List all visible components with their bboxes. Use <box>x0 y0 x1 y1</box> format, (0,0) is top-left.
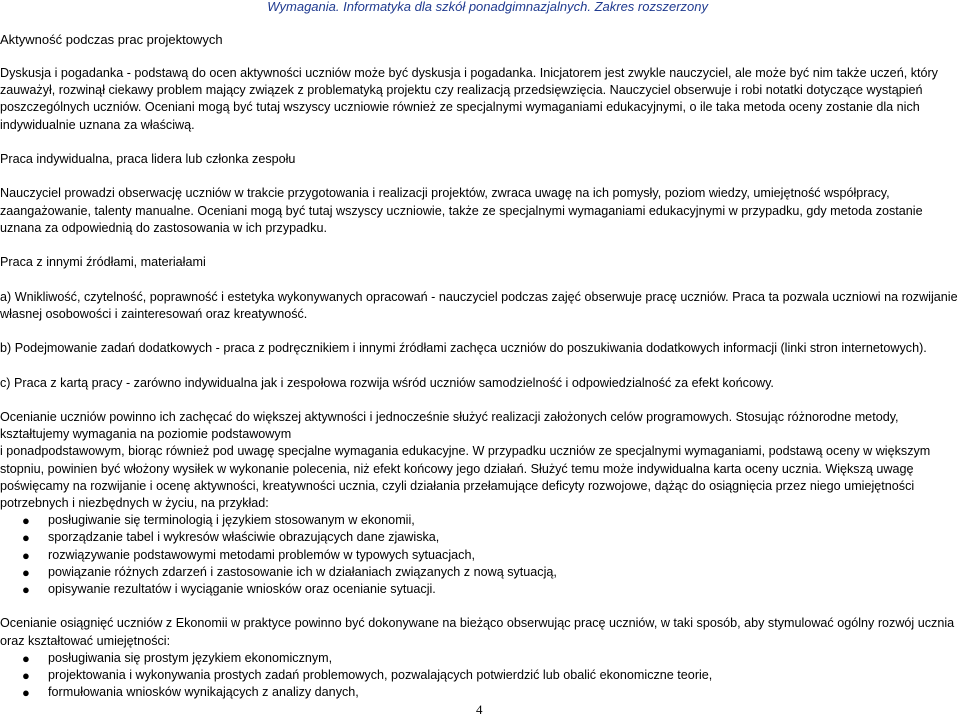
paragraph-gap <box>0 323 958 340</box>
paragraph-assessment-line1: Ocenianie uczniów powinno ich zachęcać do większej aktywności i jednocześnie służyć realizacji założonych celów programowych. Stosując różnorodne metody, kształtujemy wymagania na poziomie podstawowym <box>0 409 899 442</box>
list-item <box>0 684 958 701</box>
list-item-text: projektowania i wykonywania prostych zadań problemowych, pozwalających potwierdzić lub obalić ekonomiczne teorie, <box>48 667 713 682</box>
paragraph-gap <box>0 598 958 615</box>
list-item-text: powiązanie różnych zdarzeń i zastosowanie ich w działaniach związanych z nową sytuacją, <box>48 564 557 579</box>
document-body <box>0 65 958 701</box>
bullet-icon: ● <box>22 581 30 597</box>
paragraph-gap <box>0 392 958 409</box>
paragraph-economics-assessment: Ocenianie osiągnięć uczniów z Ekonomii w praktyce powinno być dokonywane na bieżąco obserwując pracę uczniów, w taki sposób, aby stymulować ogólny rozwój ucznia oraz kształtować umiejętności: <box>0 616 955 648</box>
subheading-individual-work: Praca indywidualna, praca lidera lub członka zespołu <box>0 152 296 166</box>
list-item-text: posługiwania się prostym językiem ekonomicznym, <box>48 650 333 665</box>
bullet-icon: ● <box>22 685 30 701</box>
list-item <box>0 564 958 581</box>
paragraph-item-a: a) Wnikliwość, czytelność, poprawność i estetyka wykonywanych opracowań - nauczyciel podczas zajęć obserwuje pracę uczniów. Praca ta pozwala uczniowi na rozwijanie własnej osobowości i zainteresowań oraz kreatywność. <box>0 289 958 321</box>
list-item-text: formułowania wniosków wynikających z analizy danych, <box>48 685 359 700</box>
paragraph-gap <box>0 271 958 288</box>
list-item-text: posługiwanie się terminologią i językiem stosowanym w ekonomii, <box>48 513 415 528</box>
list-item <box>0 581 958 598</box>
paragraph-item-b: b) Podejmowanie zadań dodatkowych - praca z podręcznikiem i innymi źródłami zachęca uczniów do poszukiwania dodatkowych informacji (linki stron internetowych). <box>0 341 927 356</box>
bullet-icon: ● <box>22 513 30 529</box>
list-item-text: sporządzanie tabel i wykresów właściwie obrazujących dane zjawiska, <box>48 530 440 545</box>
paragraph-assessment-line2: i ponadpodstawowym, biorąc również pod uwagę specjalne wymagania edukacyjne. W przypadku uczniów ze specjalnymi wymaganiami, podstawą oceny w większym stopniu, powinien być włożony wysiłek w wykonanie polecenia, niż efekt końcowy jego działań. Służyć temu może indywidualna karta oceny ucznia. Większą uwagę poświęcamy na rozwijanie i ocenę aktywności, kreatywności ucznia, czyli działania przełamujące deficyty rozwojowe, dążąc do osiągnięcia przez niego umiejętności potrzebnych i niezbędnych w życiu, na przykład: <box>0 444 931 510</box>
subheading-other-sources: Praca z innymi źródłami, materiałami <box>0 255 206 270</box>
paragraph-gap <box>0 134 958 151</box>
paragraph-item-c: c) Praca z kartą pracy - zarówno indywidualna jak i zespołowa rozwija wśród uczniów samodzielność i odpowiedzialność za efekt końcowy. <box>0 375 774 390</box>
list-item <box>0 529 958 546</box>
paragraph-observation: Nauczyciel prowadzi obserwację uczniów w trakcie przygotowania i realizacji projektów, zwraca uwagę na ich pomysły, poziom wiedzy, umiejętność współpracy, zaangażowanie, talenty manualne. Oceniani mogą być tutaj wszyscy uczniowie, także ze specjalnymi wymaganiami edukacyjnymi w przypadku, gdy metoda zostanie uznana za odpowiednią do zastosowania w ich przypadku. <box>0 186 923 235</box>
paragraph-gap <box>0 237 958 254</box>
paragraph-discussion: Dyskusja i pogadanka - podstawą do ocen aktywności uczniów może być dyskusja i pogadanka. Inicjatorem jest zwykle nauczyciel, ale może być nim także uczeń, który zauważył, rozwinął ciekawy problem mający związek z problematyką projektu czy realizacją przedsięwzięcia. Nauczyciel obserwuje i robi notatki dotyczące wystąpień poszczególnych uczniów. Oceniani mogą być tutaj wszyscy uczniowie również ze specjalnymi wymaganiami edukacyjnymi, o ile taka metoda oceny zostanie dla nich indywidualnie uznana za właściwą. <box>0 66 938 132</box>
abilities-list <box>0 650 958 702</box>
bullet-icon: ● <box>22 530 30 546</box>
list-item <box>0 650 958 667</box>
paragraph-gap <box>0 168 958 185</box>
bullet-icon: ● <box>22 547 30 563</box>
paragraph-gap <box>0 357 958 374</box>
running-header: Wymagania. Informatyka dla szkół ponadgimnazjalnych. Zakres rozszerzony <box>267 0 708 14</box>
list-item-text: rozwiązywanie podstawowymi metodami problemów w typowych sytuacjach, <box>48 547 475 562</box>
bullet-icon: ● <box>22 667 30 683</box>
list-item <box>0 512 958 529</box>
bullet-icon: ● <box>22 650 30 666</box>
bullet-icon: ● <box>22 564 30 580</box>
list-item <box>0 667 958 684</box>
list-item <box>0 547 958 564</box>
skills-list <box>0 512 958 598</box>
section-title: Aktywność podczas prac projektowych <box>0 32 223 47</box>
page-number: 4 <box>476 702 483 717</box>
list-item-text: opisywanie rezultatów i wyciąganie wniosków oraz ocenianie sytuacji. <box>48 581 436 596</box>
